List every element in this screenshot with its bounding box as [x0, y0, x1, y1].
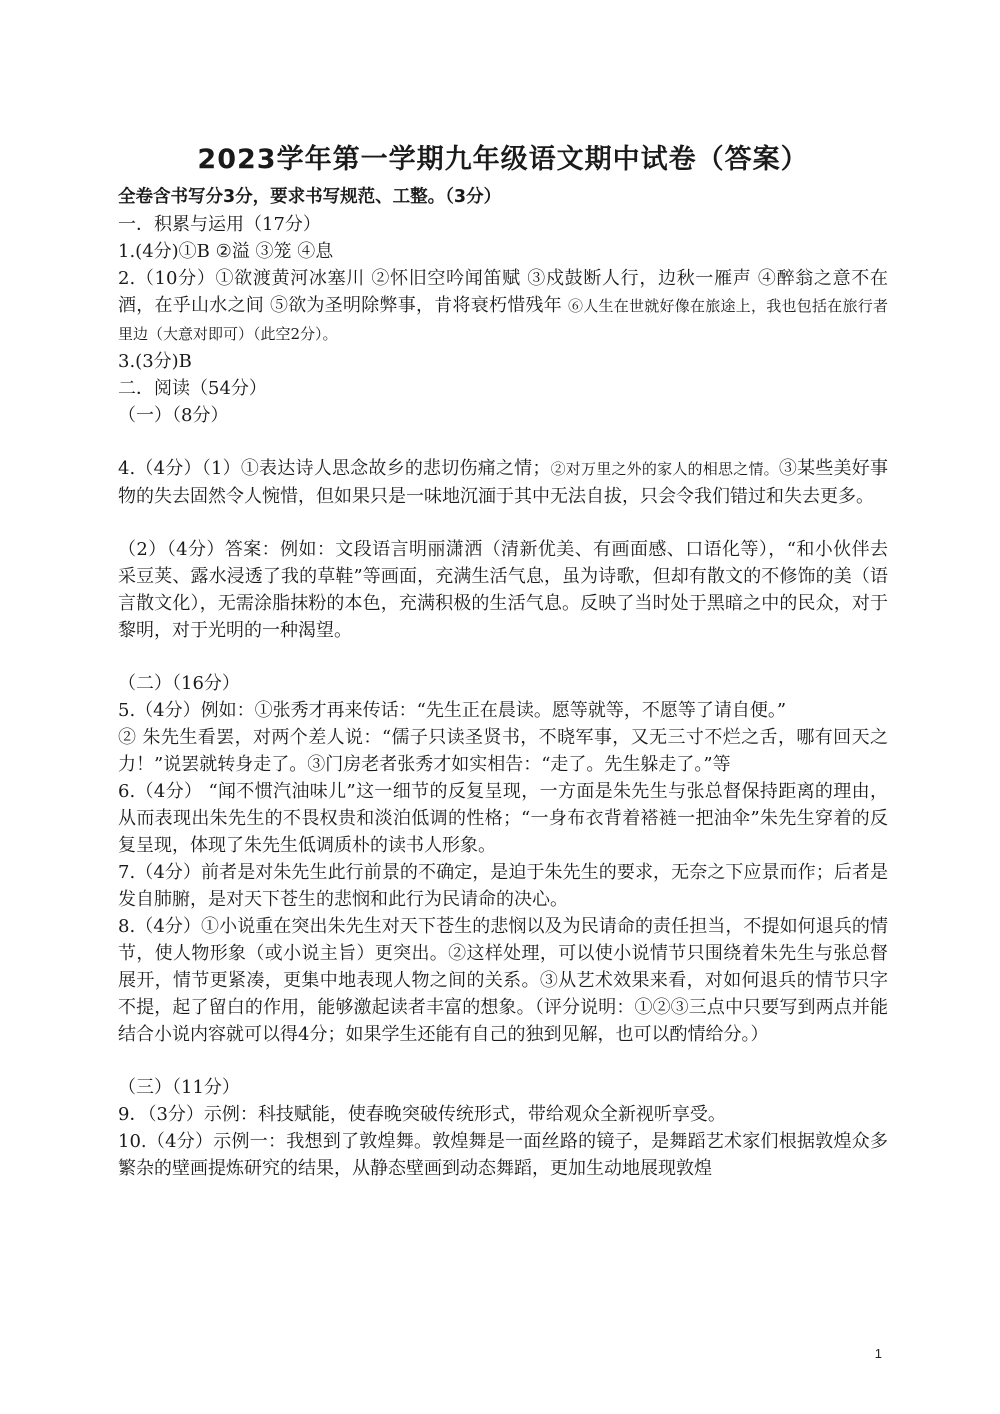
page-title: 2023学年第一学期九年级语文期中试卷（答案）: [197, 144, 809, 175]
section-2-heading: 二．阅读（54分）: [118, 378, 267, 399]
answer-q4-1-rest: ③某些美好事物的失去固然令人惋惜，但如果只是一味地沉湎于其中无法自拔，只会令我们错过和失去更多。: [118, 458, 888, 507]
part-3-heading: （三）（11分）: [118, 1077, 240, 1098]
handwriting-note: 全卷含书写分3分，要求书写规范、工整。（3分）: [118, 187, 502, 207]
answer-q4-1-main: 4.（4分）（1）①表达诗人思念故乡的悲切伤痛之情；: [118, 458, 551, 479]
answer-q9: 9．（3分）示例：科技赋能，使春晚突破传统形式，带给观众全新视听享受。: [118, 1104, 726, 1125]
spacer: [118, 1048, 888, 1074]
answer-q4-1: [118, 455, 888, 510]
answer-q7: 7.（4分）前者是对朱先生此行前景的不确定，是迫于朱先生的要求，无奈之下应景而作；后者是发自肺腑，是对天下苍生的悲悯和此行为民请命的决心。: [118, 862, 888, 910]
answer-q10: 10.（4分）示例一：我想到了敦煌舞。敦煌舞是一面丝路的镜子，是舞蹈艺术家们根据敦煌众多繁杂的壁画提炼研究的结果，从静态壁画到动态舞蹈，更加生动地展现敦煌: [118, 1131, 888, 1179]
answer-q4-2: （2）（4分）答案：例如：文段语言明丽潇洒（清新优美、有画面感、口语化等），“和小伙伴去采豆荚、露水浸透了我的草鞋”等画面，充满生活气息，虽为诗歌，但却有散文的不修饰的美（语言散文化），无需涂脂抹粉的本色，充满积极的生活气息。反映了当时处于黑暗之中的民众，对于黎明，对于光明的一种渴望。: [118, 539, 888, 641]
spacer: [118, 429, 888, 455]
answer-q3: 3.(3分)B: [118, 351, 192, 372]
spacer: [118, 644, 888, 670]
answer-q5-b: ② 朱先生看罢，对两个差人说：“儒子只读圣贤书，不晓军事，又无三寸不烂之舌，哪有回天之力！”说罢就转身走了。③门房老者张秀才如实相告：“走了。先生躲走了。”等: [118, 727, 888, 775]
answer-q1: 1.(4分)①B ②溢 ③笼 ④息: [118, 241, 334, 262]
answer-q2: [118, 265, 888, 348]
answer-q5-a: 5.（4分）例如：①张秀才再来传话：“先生正在晨读。愿等就等，不愿等了请自便。”: [118, 700, 787, 721]
part-1-heading: （一）（8分）: [118, 405, 229, 426]
answer-q2-tail: ⑥人生在世就好像在旅途上，我也包括在旅行者里边（大意对即可）（此空2分）。: [118, 297, 888, 343]
section-1-heading: 一．积累与运用（17分）: [118, 214, 321, 235]
answer-q4-1-small: ②对万里之外的家人的相思之情。: [550, 460, 779, 478]
answer-sheet-page: [118, 140, 888, 1182]
answer-q8: 8.（4分）①小说重在突出朱先生对天下苍生的悲悯以及为民请命的责任担当，不提如何退兵的情节，使人物形象（或小说主旨）更突出。②这样处理，可以使小说情节只围绕着朱先生与张总督展开，情节更紧凑，更集中地表现人物之间的关系。③从艺术效果来看，对如何退兵的情节只字不提，起了留白的作用，能够激起读者丰富的想象。（评分说明：①②③三点中只要写到两点并能结合小说内容就可以得4分；如果学生还能有自己的独到见解，也可以酌情给分。）: [118, 916, 888, 1045]
spacer: [118, 510, 888, 536]
answer-q6: 6.（4分） “闻不惯汽油味儿”这一细节的反复呈现，一方面是朱先生与张总督保持距离的理由，从而表现出朱先生的不畏权贵和淡泊低调的性格；“一身布衣背着褡裢一把油伞”朱先生穿着的反复呈现，体现了朱先生低调质朴的读书人形象。: [118, 781, 888, 856]
part-2-heading: （二）（16分）: [118, 673, 240, 694]
answer-q2-main: 2.（10分）①欲渡黄河冰塞川 ②怀旧空吟闻笛赋 ③戍鼓断人行，边秋一雁声 ④醉翁之意不在酒，在乎山水之间 ⑤欲为圣明除弊事，肯将衰朽惜残年: [118, 268, 888, 316]
page-number: 1: [874, 1346, 882, 1361]
